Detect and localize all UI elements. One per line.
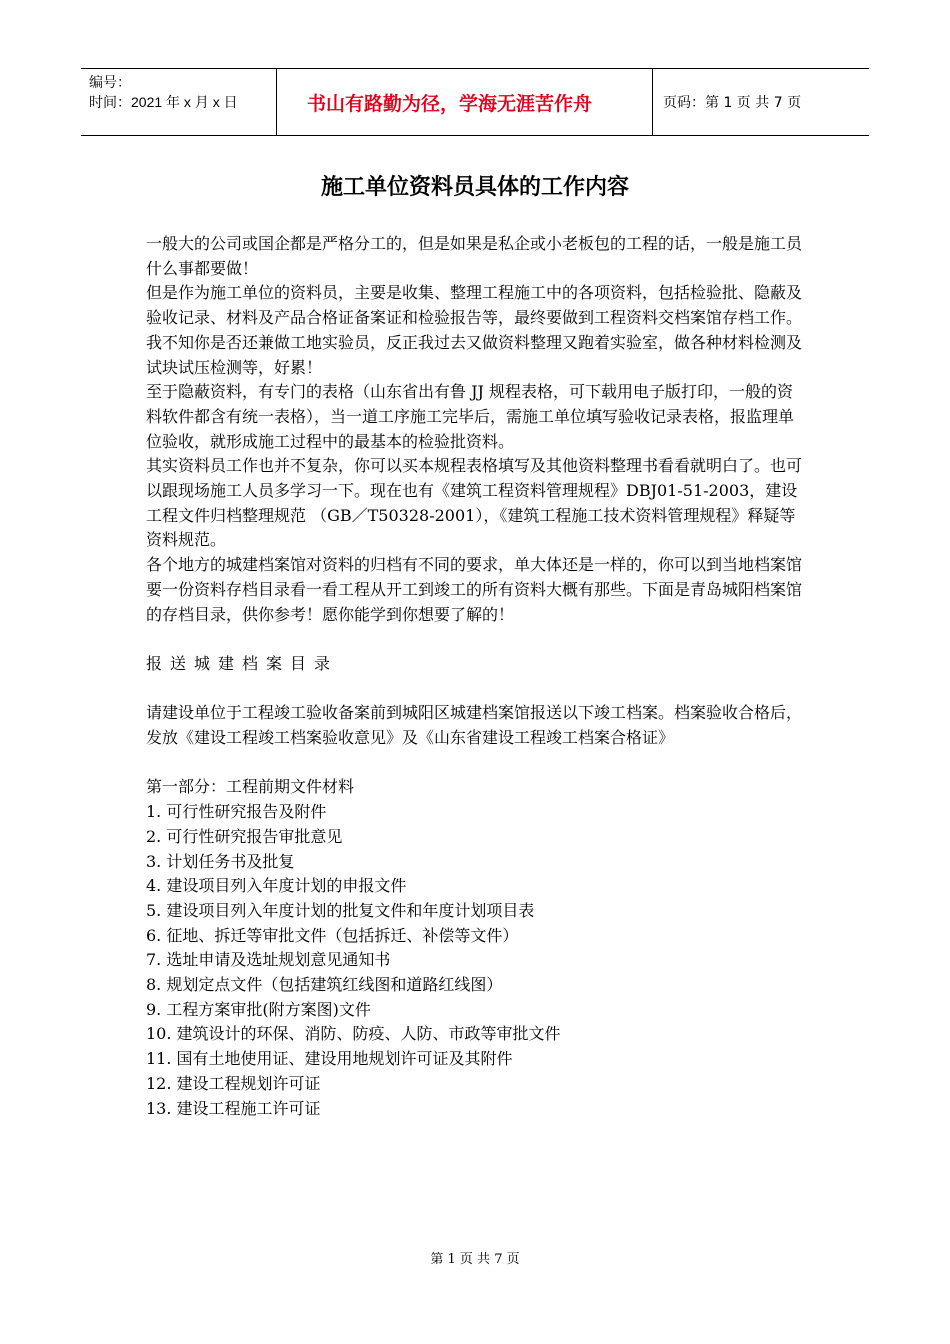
- list-item: 13. 建设工程施工许可证: [146, 1098, 321, 1118]
- header-motto-cell: [277, 69, 653, 135]
- header-motto: 书山有路勤为径，学海无涯苦作舟: [307, 92, 593, 115]
- list-item: 1. 可行性研究报告及附件: [146, 802, 327, 822]
- body-paragraph: 一般大的公司或国企都是严格分工的，但是如果是私企或小老板包的工程的话，一般是施工员什么事都要做！: [146, 234, 803, 278]
- header-table: [81, 68, 869, 136]
- body-paragraph: 其实资料员工作也并不复杂，你可以买本规程表格填写及其他资料整理书看看就明白了。也可以跟现场施工人员多学习一下。现在也有《建筑工程资料管理规程》DBJ01-51-2003，建设工程文件归档整理规范 （GB／T50328-2001），《建筑工程施工技术资料管理规程》释疑等资料规范。: [146, 456, 803, 550]
- header-meta-cell: [81, 69, 277, 135]
- header-page-info: 页码：第 1 页 共 7 页: [663, 95, 802, 111]
- list-item: 5. 建设项目列入年度计划的批复文件和年度计划项目表: [146, 900, 535, 920]
- list-item: 4. 建设项目列入年度计划的申报文件: [146, 876, 407, 896]
- list-item: 12. 建设工程规划许可证: [146, 1073, 321, 1093]
- spacer: [146, 677, 806, 702]
- body-paragraph: 我不知你是否还兼做工地实验员，反正我过去又做资料整理又跑着实验室，做各种材料检测及试块试压检测等，好累！: [146, 332, 803, 377]
- list-item: 10. 建筑设计的环保、消防、防疫、人防、市政等审批文件: [146, 1024, 561, 1044]
- list-item: 11. 国有土地使用证、建设用地规划许可证及其附件: [146, 1049, 513, 1069]
- page-footer: 第 1 页 共 7 页: [430, 1252, 520, 1267]
- document-body: [146, 232, 806, 1121]
- list-item: 7. 选址申请及选址规划意见通知书: [146, 950, 391, 970]
- spacer: [146, 627, 806, 652]
- body-paragraph: 但是作为施工单位的资料员，主要是收集、整理工程施工中的各项资料，包括检验批、隐蔽及验收记录、材料及产品合格证备案证和检验报告等，最终要做到工程资料交档案馆存档工作。: [146, 283, 803, 328]
- list-item: 8. 规划定点文件（包括建筑红线图和道路红线图）: [146, 975, 503, 995]
- part-heading: 第一部分：工程前期文件材料: [146, 777, 355, 797]
- body-paragraph: 各个地方的城建档案馆对资料的归档有不同的要求，单大体还是一样的，你可以到当地档案馆要一份资料存档目录看一看工程从开工到竣工的所有资料大概有那些。下面是青岛城阳档案馆的存档目录，供你参考！愿你能学到你想要了解的！: [146, 555, 803, 624]
- document-time-label: 时间：2021 年 x 月 x 日: [89, 94, 238, 110]
- list-item: 6. 征地、拆迁等审批文件（包括拆迁、补偿等文件）: [146, 925, 519, 945]
- list-item: 3. 计划任务书及批复: [146, 851, 295, 871]
- spacer: [146, 751, 806, 776]
- request-paragraph: 请建设单位于工程竣工验收备案前到城阳区城建档案馆报送以下竣工档案。档案验收合格后，发放《建设工程竣工档案验收意见》及《山东省建设工程竣工档案合格证》: [146, 703, 803, 748]
- document-number-label: 编号：: [89, 74, 131, 90]
- list-item: 9. 工程方案审批(附方案图)文件: [146, 999, 371, 1019]
- document-title: 施工单位资料员具体的工作内容: [320, 175, 629, 200]
- section-heading: 报送城建档案目录: [146, 653, 339, 673]
- header-page-cell: [653, 69, 869, 135]
- list-item: 2. 可行性研究报告审批意见: [146, 826, 343, 846]
- body-paragraph: 至于隐蔽资料，有专门的表格（山东省出有鲁 JJ 规程表格，可下载用电子版打印，一般的资料软件都含有统一表格），当一道工序施工完毕后，需施工单位填写验收记录表格，报监理单位验收，就形成施工过程中的最基本的检验批资料。: [146, 382, 795, 451]
